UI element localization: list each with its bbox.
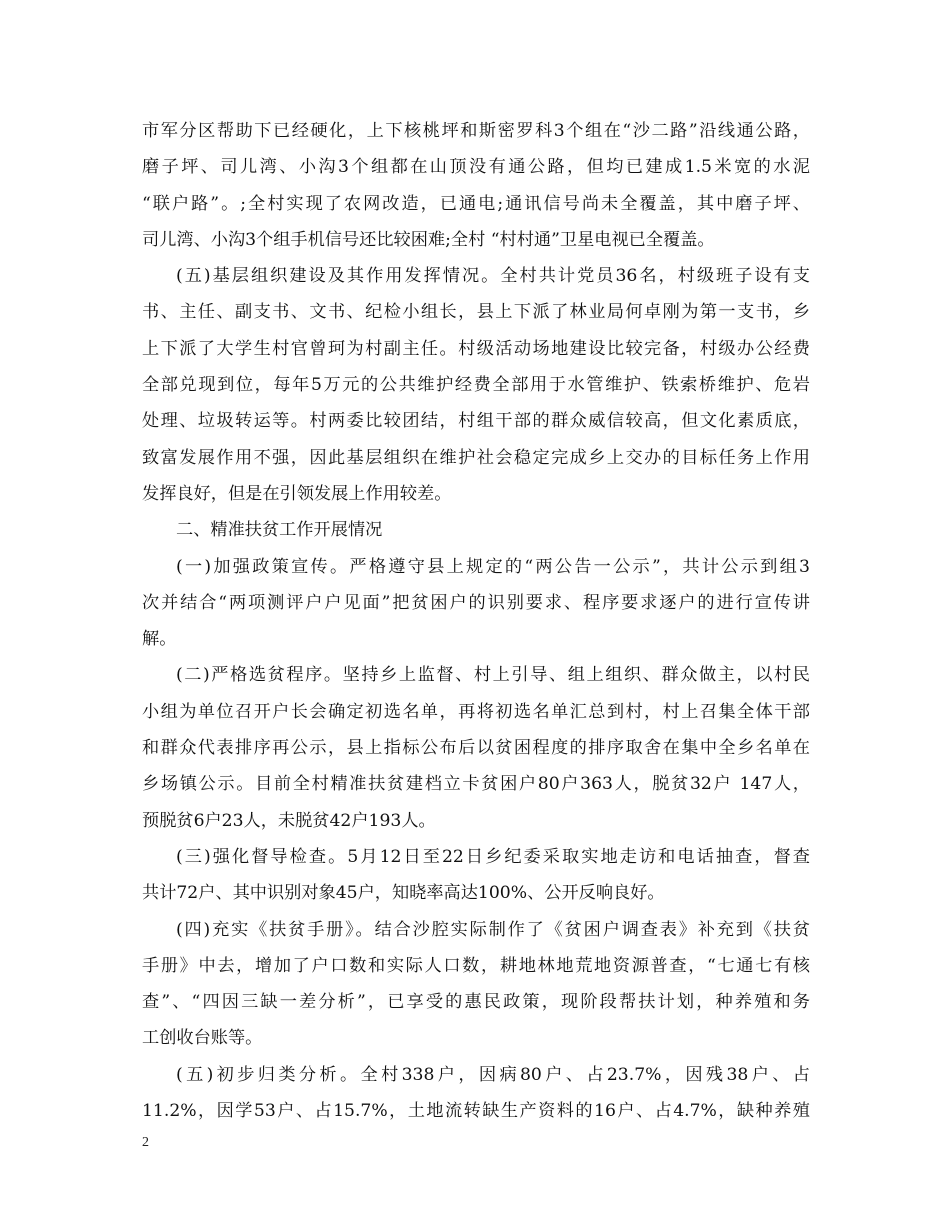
text-line: 解。 xyxy=(142,629,177,650)
text-line: 11.2%，因学53户、占15.7%，土地流转缺生产资料的16户、占4.7%，缺种养殖 xyxy=(142,1101,810,1122)
text-line: 次并结合“两项测评户户见面”把贫困户的识别要求、程序要求逐户的进行宣传讲 xyxy=(142,592,810,613)
text-line: 全部兑现到位，每年5万元的公共维护经费全部用于水管维护、铁索桥维护、危岩 xyxy=(142,375,810,396)
text-line: 司儿湾、小沟3个组手机信号还比较困难;全村 “村村通”卫星电视已全覆盖。 xyxy=(142,229,715,250)
text-line: 致富发展作用不强，因此基层组织在维护社会稳定完成乡上交办的目标任务上作用 xyxy=(142,447,810,468)
text-line: 手册》中去，增加了户口数和实际人口数，耕地林地荒地资源普查，“七通七有核 xyxy=(142,955,810,976)
section-heading: 二、精准扶贫工作开展情况 xyxy=(176,520,383,541)
text-line: 处理、垃圾转运等。村两委比较团结，村组干部的群众威信较高，但文化素质底， xyxy=(142,411,810,432)
text-line: 查”、“四因三缺一差分析”，已享受的惠民政策，现阶段帮扶计划，种养殖和务 xyxy=(142,992,810,1013)
text-line: 和群众代表排序再公示，县上指标公布后以贫困程度的排序取舍在集中全乡名单在 xyxy=(142,738,810,759)
text-line: 磨子坪、司儿湾、小沟3个组都在山顶没有通公路，但均已建成1.5米宽的水泥 xyxy=(142,157,810,178)
text-line: 市军分区帮助下已经硬化，上下核桃坪和斯密罗科3个组在“沙二路”沿线通公路， xyxy=(142,121,810,141)
text-line: 工创收台账等。 xyxy=(142,1028,263,1049)
text-line: 共计72户、其中识别对象45户，知晓率高达100%、公开反响良好。 xyxy=(142,883,665,904)
text-line: 乡场镇公示。目前全村精准扶贫建档立卡贫困户80户363人，脱贫32户 147人， xyxy=(142,774,810,795)
text-line: 书、主任、副支书、文书、纪检小组长，县上下派了林业局何卓刚为第一支书，乡 xyxy=(142,302,810,323)
page-number: 2 xyxy=(142,1135,149,1150)
paragraph-start: (二)严格选贫程序。坚持乡上监督、村上引导、组上组织、群众做主，以村民 xyxy=(176,665,810,686)
document-body xyxy=(142,113,810,1129)
paragraph-start: (五)基层组织建设及其作用发挥情况。全村共计党员36名，村级班子设有支 xyxy=(176,266,810,287)
paragraph-start: (三)强化督导检查。5月12日至22日乡纪委采取实地走访和电话抽查，督查 xyxy=(176,846,810,867)
text-line: “联户路”。;全村实现了农网改造，已通电;通讯信号尚未全覆盖，其中磨子坪、 xyxy=(142,193,810,214)
paragraph-start: (五)初步归类分析。全村338户，因病80户、占23.7%，因残38户、占 xyxy=(176,1064,810,1085)
text-line: 上下派了大学生村官曾珂为村副主任。村级活动场地建设比较完备，村级办公经费 xyxy=(142,338,810,359)
text-line: 发挥良好，但是在引领发展上作用较差。 xyxy=(142,483,452,504)
text-line: 预脱贫6户23人，未脱贫42户193人。 xyxy=(142,810,436,831)
paragraph-start: (一)加强政策宣传。严格遵守县上规定的“两公告一公示”，共计公示到组3 xyxy=(176,556,810,577)
paragraph-start: (四)充实《扶贫手册》。结合沙腔实际制作了《贫困户调查表》补充到《扶贫 xyxy=(176,919,810,940)
text-line: 小组为单位召开户长会确定初选名单，再将初选名单汇总到村，村上召集全体干部 xyxy=(142,701,810,722)
